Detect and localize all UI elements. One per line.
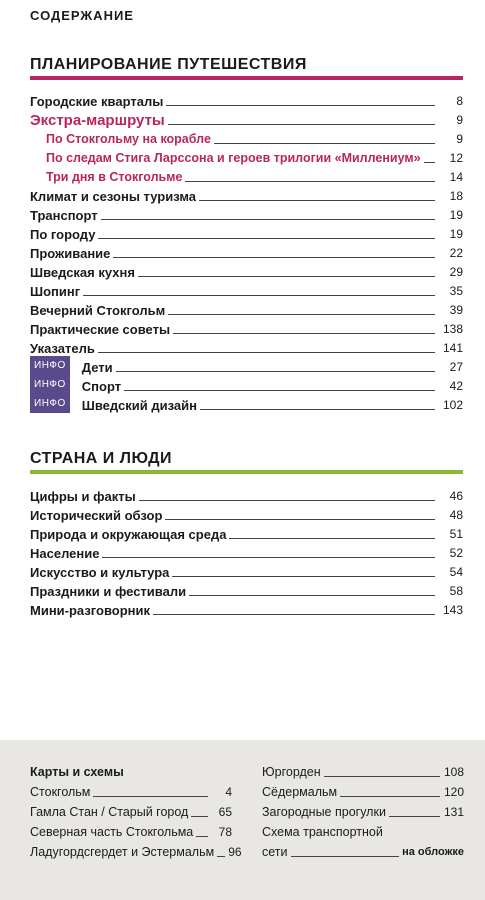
toc-entry[interactable]: Мини-разговорник 143 [30, 603, 463, 618]
toc-entry[interactable]: Праздники и фестивали 58 [30, 584, 463, 599]
toc-entry[interactable]: Искусство и культура 54 [30, 565, 463, 580]
info-badge: ИНФО [30, 356, 70, 375]
toc-info-entry[interactable]: ИНФО Шведский дизайн 102 [30, 394, 463, 413]
maps-column-right [262, 760, 464, 860]
toc-entry[interactable]: Природа и окружающая среда 51 [30, 527, 463, 542]
map-entry[interactable]: Юргорден 108 [262, 765, 464, 779]
toc-subentry[interactable]: По следам Стига Ларссона и героев трилогии «Миллениум» 12 [46, 151, 463, 165]
toc-entry[interactable]: Городские кварталы 8 [30, 94, 463, 109]
map-entry[interactable]: Стокгольм 4 [30, 785, 232, 799]
map-entry[interactable]: Ладугордсгердет и Эстермальм 96 [30, 845, 242, 859]
section-divider [30, 76, 463, 80]
toc-planning [30, 90, 463, 413]
toc-entry[interactable]: Исторический обзор 48 [30, 508, 463, 523]
map-entry-scheme[interactable]: сети на обложке [262, 845, 464, 859]
map-entry[interactable]: Загородные прогулки 131 [262, 805, 464, 819]
toc-entry[interactable]: Практические советы 138 [30, 322, 463, 337]
maps-panel [0, 740, 485, 900]
toc-entry[interactable]: Шопинг 35 [30, 284, 463, 299]
toc-entry[interactable]: Население 52 [30, 546, 463, 561]
toc-entry[interactable]: Проживание 22 [30, 246, 463, 261]
toc-entry[interactable]: Транспорт 19 [30, 208, 463, 223]
section-heading-country [30, 450, 463, 468]
toc-subentry[interactable]: По Стокгольму на корабле 9 [46, 132, 463, 146]
map-entry[interactable]: Северная часть Стокгольма 78 [30, 825, 232, 839]
toc-entry[interactable]: Цифры и факты 46 [30, 489, 463, 504]
page-title: СОДЕРЖАНИЕ [30, 8, 134, 23]
toc-entry-extra-routes[interactable]: Экстра-маршруты 9 [30, 112, 463, 129]
maps-column-left [30, 760, 242, 860]
toc-entry[interactable]: Вечерний Стокгольм 39 [30, 303, 463, 318]
section-title: ПЛАНИРОВАНИЕ ПУТЕШЕСТВИЯ [30, 56, 307, 73]
info-badge: ИНФО [30, 375, 70, 394]
toc-info-entry[interactable]: ИНФО Спорт 42 [30, 375, 463, 394]
toc-subentry[interactable]: Три дня в Стокгольме 14 [46, 170, 463, 184]
toc-entry[interactable]: По городу 19 [30, 227, 463, 242]
toc-info-entry[interactable]: ИНФО Дети 27 [30, 356, 463, 375]
toc-entry[interactable]: Указатель 141 [30, 341, 463, 356]
section-title: СТРАНА И ЛЮДИ [30, 450, 172, 467]
section-divider [30, 470, 463, 474]
map-entry[interactable]: Сёдермальм 120 [262, 785, 464, 799]
section-heading-planning [30, 56, 463, 74]
info-badge: ИНФО [30, 394, 70, 413]
maps-heading: Карты и схемы [30, 765, 124, 779]
map-entry-scheme[interactable]: Схема транспортной [262, 825, 383, 839]
toc-entry[interactable]: Шведская кухня 29 [30, 265, 463, 280]
toc-entry[interactable]: Климат и сезоны туризма 18 [30, 189, 463, 204]
toc-country [30, 485, 463, 618]
map-entry[interactable]: Гамла Стан / Старый город 65 [30, 805, 232, 819]
